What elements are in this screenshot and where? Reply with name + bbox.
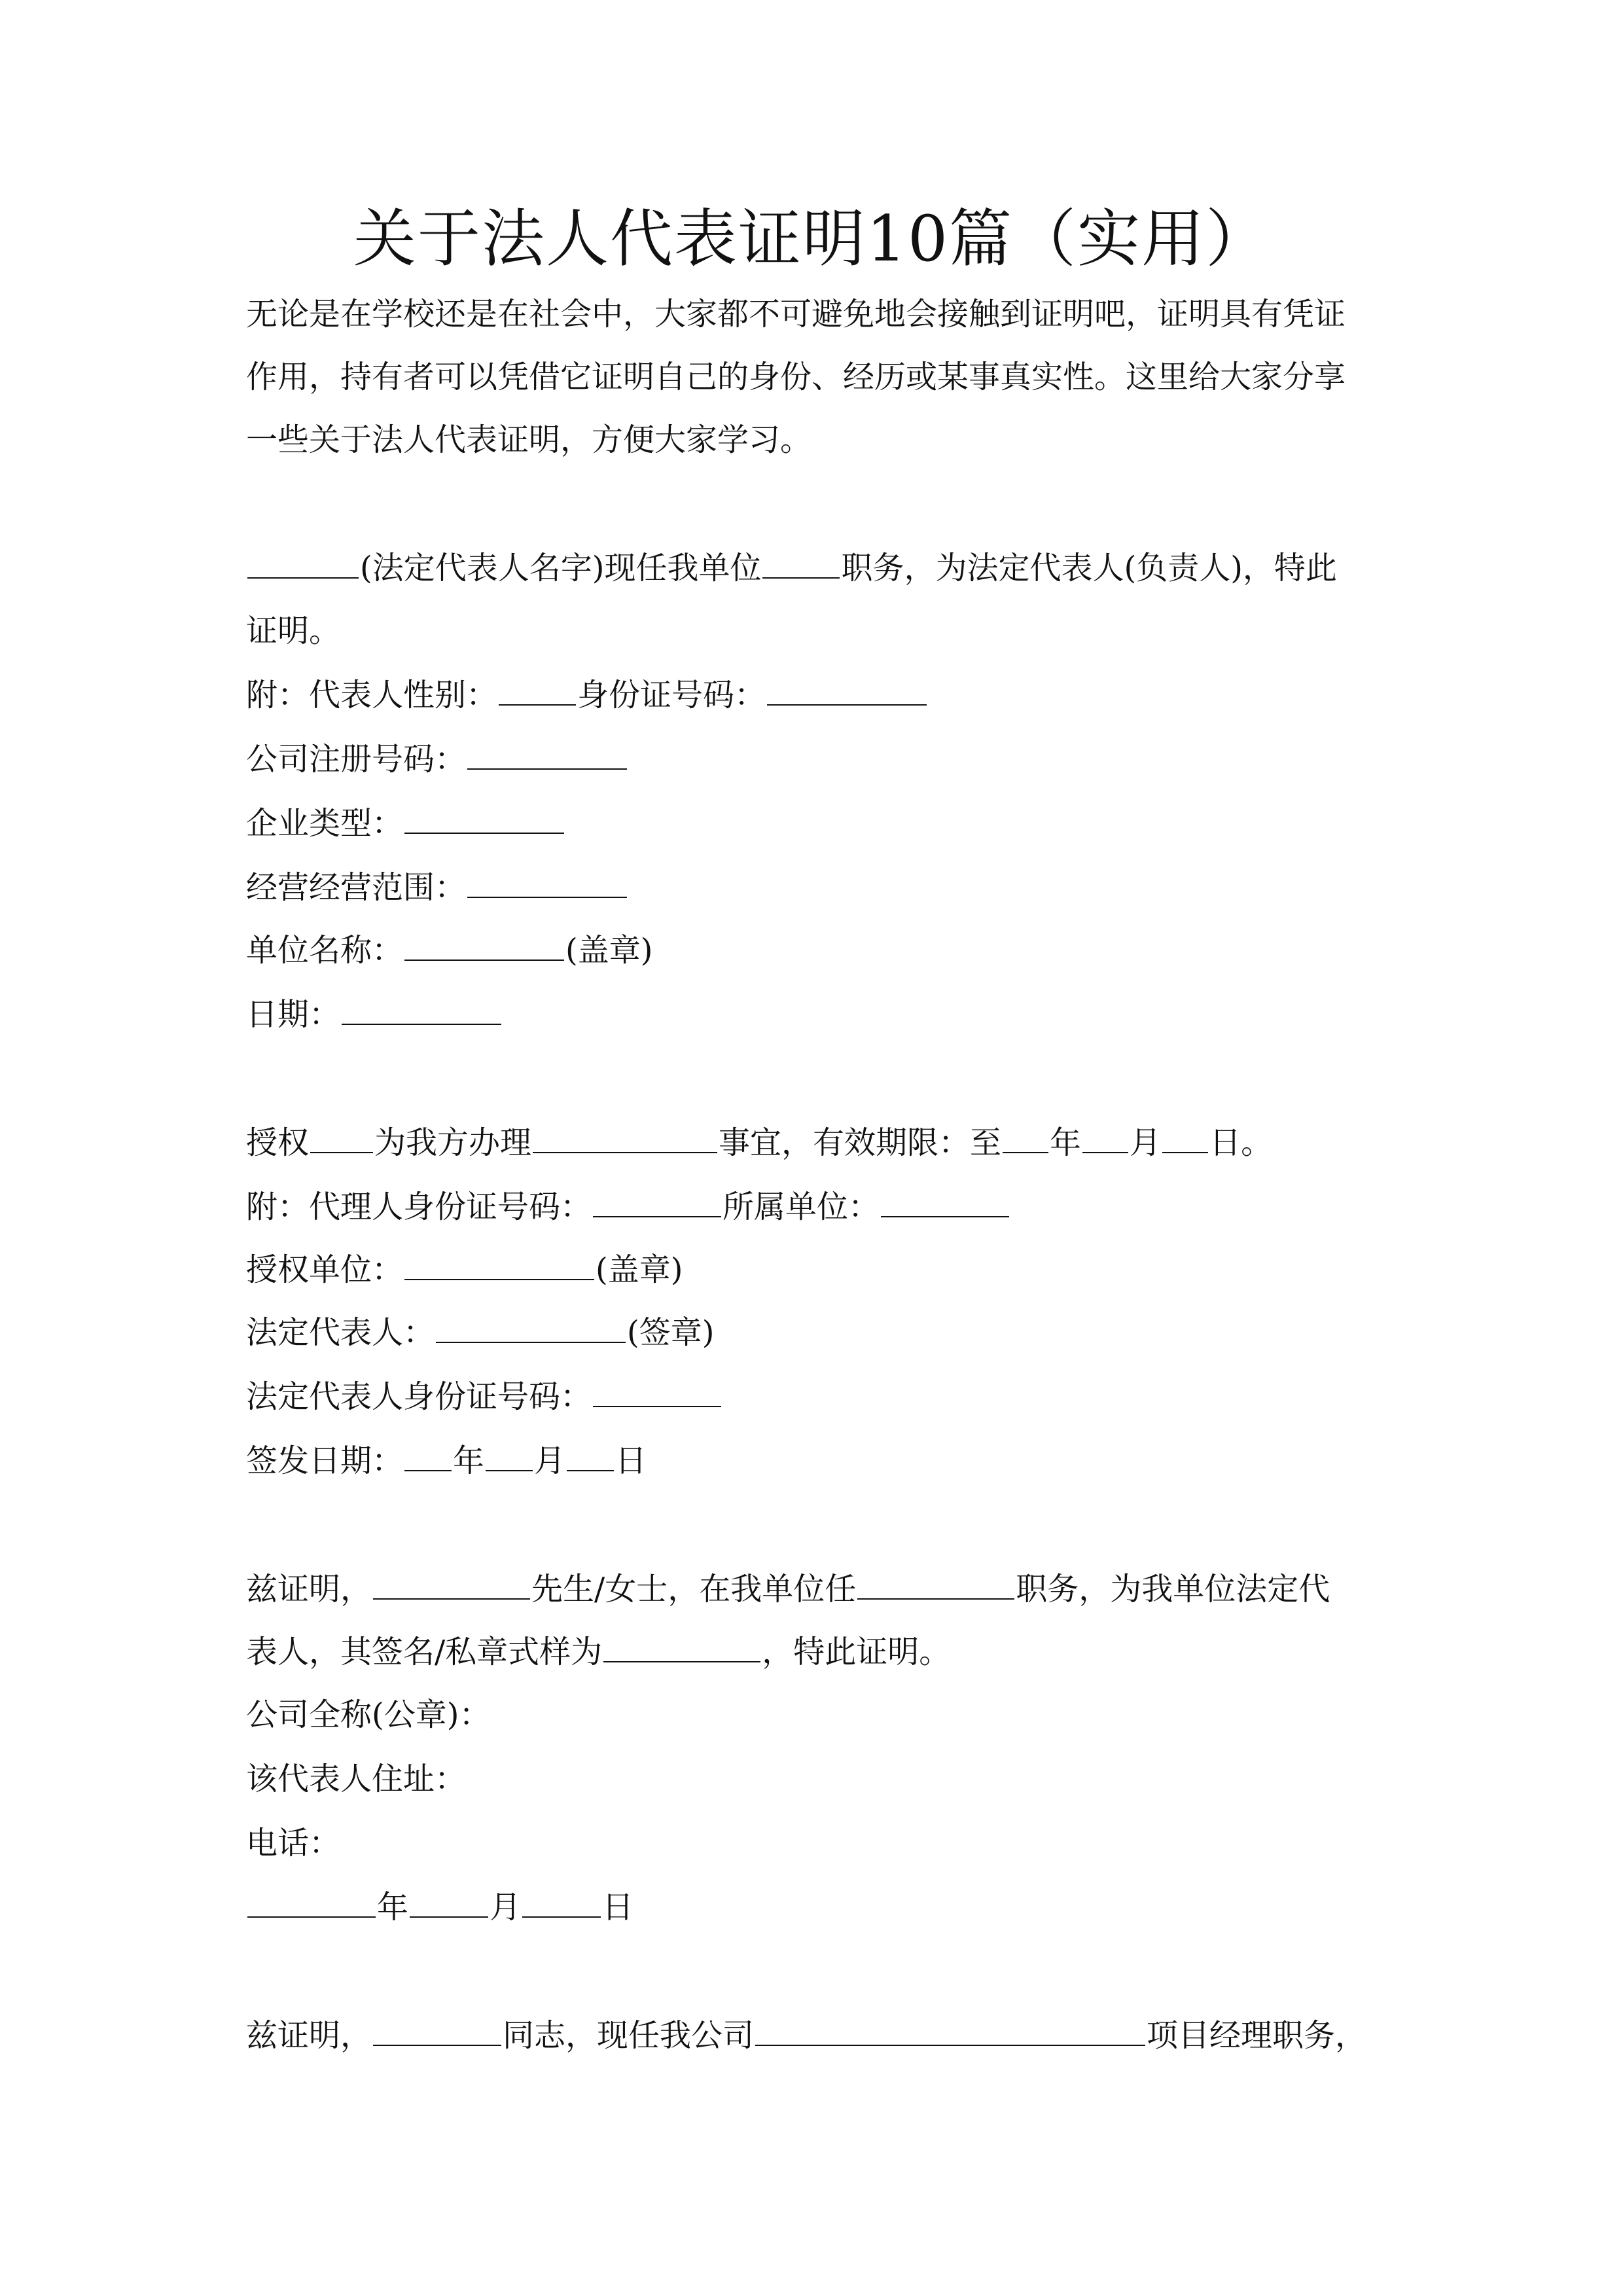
blank-field[interactable] xyxy=(467,740,627,770)
s3-line-1: 兹证明， 先生/女士，在我单位任 职务，为我单位法定代 xyxy=(246,1571,1330,1607)
blank-field[interactable] xyxy=(567,1441,614,1471)
intro-line-2: 作用，持有者可以凭借它证明自己的身份、经历或某事真实性。这里给大家分享 xyxy=(246,359,1346,395)
s1-line-4: 公司注册号码： xyxy=(246,740,628,779)
s3-line-3: 公司全称(公章)： xyxy=(246,1696,491,1733)
blank-field[interactable] xyxy=(755,2016,1145,2046)
intro-line-1: 无论是在学校还是在社会中，大家都不可避免地会接触到证明吧，证明具有凭证 xyxy=(246,296,1346,332)
blank-field[interactable] xyxy=(342,995,501,1025)
blank-field[interactable] xyxy=(404,931,564,961)
blank-field[interactable] xyxy=(522,1888,601,1918)
s1-line-5: 企业类型： xyxy=(246,804,565,843)
blank-field[interactable] xyxy=(373,1570,530,1600)
blank-field[interactable] xyxy=(310,1123,373,1153)
s3-line-6: 年 月 日 xyxy=(246,1888,633,1927)
s2-line-4: 法定代表人： (签章) xyxy=(246,1314,715,1351)
s4-line-1: 兹证明， 同志，现任我公司 项目经理职务， xyxy=(246,2017,1367,2054)
s1-line-1: (法定代表人名字)现任我单位 职务，为法定代表人(负责人)，特此 xyxy=(246,548,1337,588)
s2-line-1: 授权 为我方办理 事宜，有效期限：至 年 月 日。 xyxy=(246,1124,1273,1161)
blank-field[interactable] xyxy=(881,1187,1009,1217)
blank-field[interactable] xyxy=(404,1250,594,1280)
blank-field[interactable] xyxy=(762,548,840,579)
blank-field[interactable] xyxy=(533,1123,717,1153)
s3-line-5: 电话： xyxy=(246,1825,341,1861)
blank-field[interactable] xyxy=(1082,1123,1128,1153)
blank-field[interactable] xyxy=(1003,1123,1048,1153)
blank-field[interactable] xyxy=(404,804,564,834)
blank-field[interactable] xyxy=(404,1441,452,1471)
s1-line-3: 附：代表人性别： 身份证号码： xyxy=(246,675,928,715)
blank-field[interactable] xyxy=(467,868,627,898)
blank-field[interactable] xyxy=(247,1888,376,1918)
blank-field[interactable] xyxy=(603,1632,760,1662)
blank-field[interactable] xyxy=(499,675,576,706)
s1-line-8: 日期： xyxy=(246,995,503,1034)
s2-line-6: 签发日期： 年 月 日 xyxy=(246,1443,647,1479)
s2-line-5: 法定代表人身份证号码： xyxy=(246,1377,722,1416)
blank-field[interactable] xyxy=(247,548,359,579)
s2-line-3: 授权单位： (盖章) xyxy=(246,1251,683,1288)
blank-field[interactable] xyxy=(593,1187,721,1217)
blank-field[interactable] xyxy=(436,1313,626,1343)
blank-field[interactable] xyxy=(767,675,927,706)
s2-line-2: 附：代理人身份证号码： 所属单位： xyxy=(246,1187,1010,1227)
blank-field[interactable] xyxy=(857,1570,1014,1600)
s1-line-6: 经营经营范围： xyxy=(246,868,628,907)
s1-line-2: 证明。 xyxy=(246,613,341,649)
blank-field[interactable] xyxy=(593,1377,721,1407)
s3-line-2: 表人，其签名/私章式样为 ，特此证明。 xyxy=(246,1634,951,1670)
s3-line-4: 该代表人住址： xyxy=(246,1761,467,1797)
document-title: 关于法人代表证明10篇（实用） xyxy=(353,202,1270,276)
blank-field[interactable] xyxy=(1162,1123,1208,1153)
s1-line-7: 单位名称： (盖章) xyxy=(246,932,653,969)
blank-field[interactable] xyxy=(486,1441,533,1471)
blank-field[interactable] xyxy=(410,1888,488,1918)
blank-field[interactable] xyxy=(373,2016,501,2046)
intro-line-3: 一些关于法人代表证明，方便大家学习。 xyxy=(246,422,812,458)
